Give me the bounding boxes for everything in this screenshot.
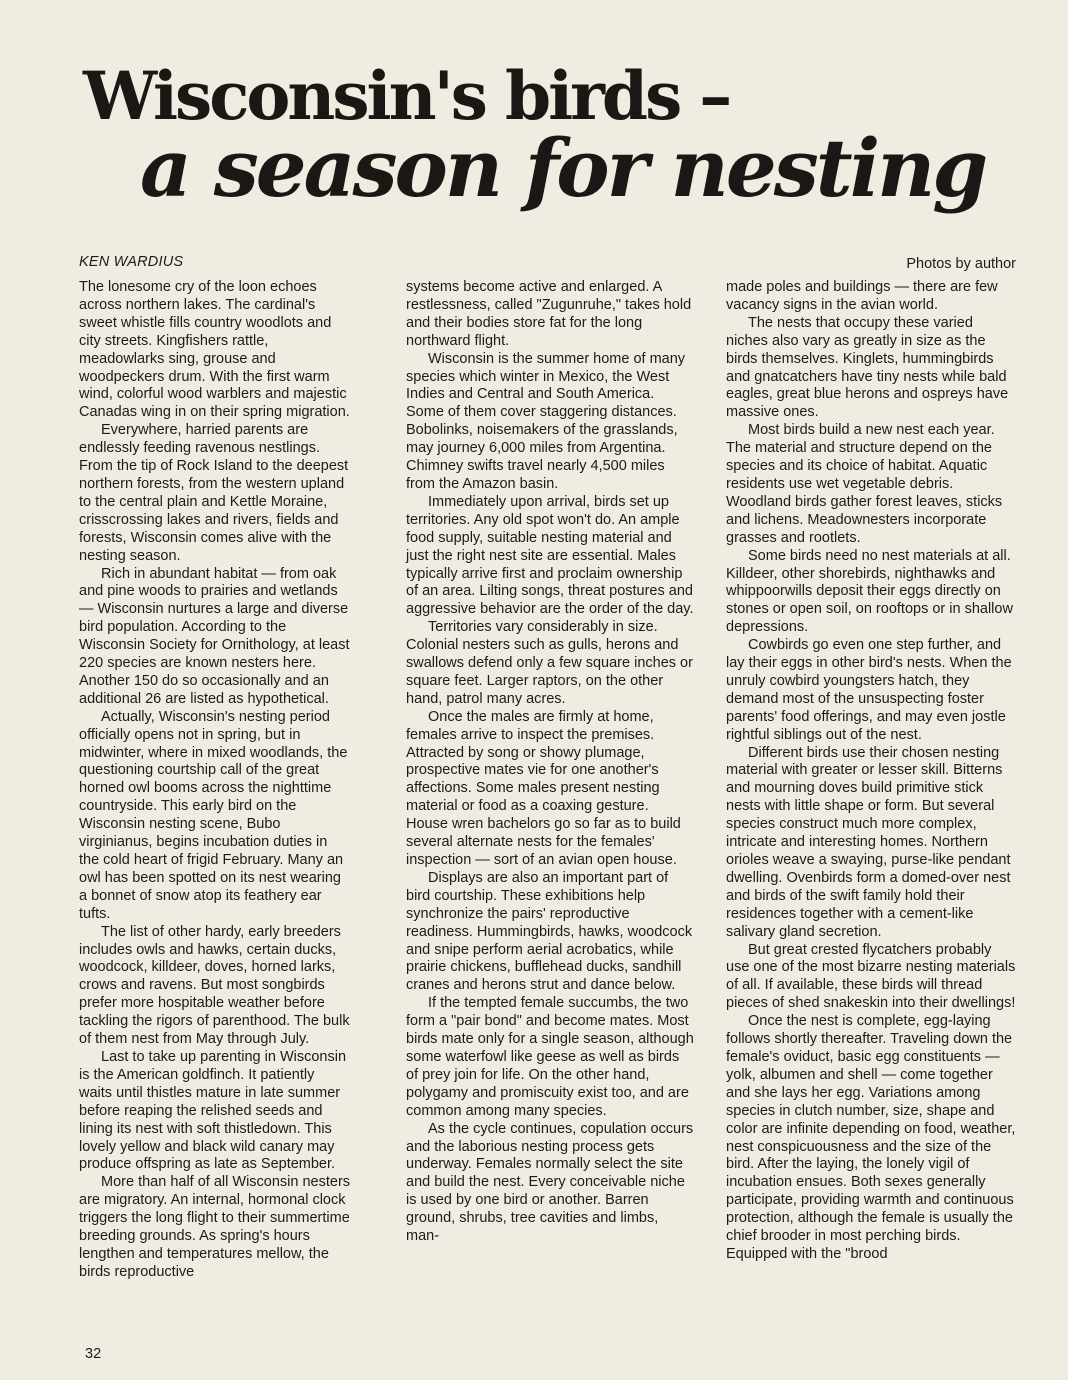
paragraph: Actually, Wisconsin's nesting period officially opens not in spring, but in midwinter, where in mixed woodlands, the questioning courtship call of the great horned owl booms across the nighttime countryside. This early bird on the Wisconsin nesting scene, Bubo virginianus, begins incubation duties in the cold heart of frigid February. Many an owl has been spotted on its nest wearing a bonnet of snow atop its feathery ear tufts. bbox=[79, 708, 348, 922]
paragraph: Last to take up parenting in Wisconsin is the American goldfinch. It patiently waits until thistles mature in late summer before reaping the relished seeds and lining its nest with soft thistledown. This lovely yellow and black wild canary may produce offspring as late as September. bbox=[79, 1048, 347, 1173]
paragraph: The lonesome cry of the loon echoes across northern lakes. The cardinal's sweet whistle fills country woodlots and city streets. Kingfishers rattle, meadowlarks sing, grouse and woodpeckers drum. With the first warm wind, colorful wood warblers and majestic Canadas wing in on their spring migration. bbox=[79, 279, 350, 421]
paragraph: The nests that occupy these varied niches also vary as greatly in size as the birds themselves. Kinglets, hummingbirds and gnatcatchers have tiny nests while bald eagles, great blue herons and ospreys have massive ones. bbox=[726, 314, 1009, 421]
paragraph: But great crested flycatchers probably use one of the most bizarre nesting materials of all. If available, these birds will thread pieces of shed snakeskin into their dwellings! bbox=[726, 941, 1016, 1012]
paragraph: Once the nest is complete, egg-laying follows shortly thereafter. Traveling down the female's oviduct, basic egg constituents — yolk, albumen and shell — come together and she lays her egg. Variations among species in clutch number, size, shape and color are infinite depending on food, weather, nest conspicuousness and the size of the bird. After the laying, the lonely vigil of incubation ensues. Both sexes generally participate, providing warmth and continuous protection, although the female is usually the chief brooder in most perching birds. Equipped with the "brood bbox=[726, 1013, 1016, 1262]
paragraph: Immediately upon arrival, birds set up territories. Any old spot won't do. An ample food supply, suitable nesting material and just the right nest site are essential. Males typically arrive first and proclaim ownership of an area. Lilting songs, threat postures and aggressive behavior are the order of the day. bbox=[406, 493, 694, 618]
paragraph: As the cycle continues, copulation occurs and the laborious nesting process gets underway. Females normally select the site and build the nest. Every conceivable niche is used by one bird or another. Barren ground, shrubs, tree cavities and limbs, man- bbox=[406, 1120, 694, 1245]
paragraph: If the tempted female succumbs, the two form a "pair bond" and become mates. Most birds mate only for a single season, although some waterfowl like geese as well as birds of prey join for life. On the other hand, polygamy and promiscuity exist too, and are common among many species. bbox=[406, 995, 694, 1119]
paragraph: More than half of all Wisconsin nesters are migratory. An internal, hormonal clock triggers the long flight to their summertime breeding grounds. As spring's hours lengthen and temperatures mellow, the birds reproductive bbox=[79, 1174, 351, 1280]
paragraph: Territories vary considerably in size. Colonial nesters such as gulls, herons and swallows defend only a few square inches or square feet. Larger raptors, on the other hand, patrol many acres. bbox=[406, 619, 693, 707]
photo-credit: Photos by author bbox=[906, 256, 1016, 272]
headline-line-2: a season for nesting bbox=[140, 121, 986, 215]
paragraph: The list of other hardy, early breeders includes owls and hawks, certain ducks, woodcock, killdeer, doves, horned larks, crows and ravens. But most songbirds prefer more hospitable weather before tackling the rigors of parenthood. The bulk of them nest from May through July. bbox=[79, 923, 350, 1048]
article-column-2 bbox=[406, 279, 694, 1339]
article-column-3 bbox=[726, 279, 1018, 1339]
paragraph: Different birds use their chosen nesting material with greater or lesser skill. Bitterns and mourning doves build primitive stick nests with little shape or form. But several species construct much more complex, intricate and interesting homes. Northern orioles weave a swaying, purse-like pendant dwelling. Ovenbirds form a domed-over nest and birds of the swift family hold their residences together with a cement-like salivary gland secretion. bbox=[726, 744, 1011, 940]
paragraph: Everywhere, harried parents are endlessly feeding ravenous nestlings. From the tip of Rock Island to the deepest northern forests, from the western upland to the central plain and Kettle Moraine, crisscrossing lakes and rivers, fields and forests, Wisconsin comes alive with the nesting season. bbox=[79, 422, 349, 564]
paragraph: made poles and buildings — there are few vacancy signs in the avian world. bbox=[726, 279, 998, 313]
headline-line-1: Wisconsin's birds – bbox=[83, 57, 730, 135]
page-number: 32 bbox=[85, 1346, 102, 1362]
paragraph: Some birds need no nest materials at all. Killdeer, other shorebirds, nighthawks and whippoorwills deposit their eggs directly on stones or open soil, on rooftops or in shallow depressions. bbox=[726, 547, 1013, 636]
paragraph: Once the males are firmly at home, females arrive to inspect the premises. Attracted by song or showy plumage, prospective mates vie for one another's affections. Some males present nesting material or food as a coaxing gesture. House wren bachelors go so far as to build several alternate nests for the females' inspection — sort of an avian open house. bbox=[406, 708, 681, 868]
article-column-1 bbox=[79, 279, 351, 1339]
paragraph: systems become active and enlarged. A restlessness, called "Zugunruhe," takes hold and their bodies store fat for the long northward flight. bbox=[406, 279, 692, 349]
author-byline: KEN WARDIUS bbox=[79, 254, 184, 270]
paragraph: Wisconsin is the summer home of many species which winter in Mexico, the West Indies and Central and South America. Some of them cover staggering distances. Bobolinks, noisemakers of the grasslands, may journey 6,000 miles from Argentina. Chimney swifts travel nearly 4,500 miles from the Amazon basin. bbox=[406, 350, 686, 492]
paragraph: Most birds build a new nest each year. The material and structure depend on the species and its choice of habitat. Aquatic residents use wet vegetable debris. Woodland birds gather forest leaves, sticks and lichens. Meadownesters incorporate grasses and rootlets. bbox=[726, 422, 1003, 546]
paragraph: Displays are also an important part of bird courtship. These exhibitions help synchronize the pairs' reproductive readiness. Hummingbirds, hawks, woodcock and snipe perform aerial acrobatics, while prairie chickens, bufflehead ducks, sandhill cranes and herons strut and dance below. bbox=[406, 869, 693, 994]
paragraph: Cowbirds go even one step further, and lay their eggs in other bird's nests. When the unruly cowbird youngsters hatch, they demand most of the unsuspecting foster parents' food offerings, and may even jostle rightful siblings out of the nest. bbox=[726, 637, 1012, 743]
paragraph: Rich in abundant habitat — from oak and pine woods to prairies and wetlands — Wisconsin nurtures a large and diverse bird population. According to the Wisconsin Society for Ornithology, at least 220 species are known nesters here. Another 150 do so occasionally and an additional 26 are listed as hypothetical. bbox=[79, 565, 350, 707]
